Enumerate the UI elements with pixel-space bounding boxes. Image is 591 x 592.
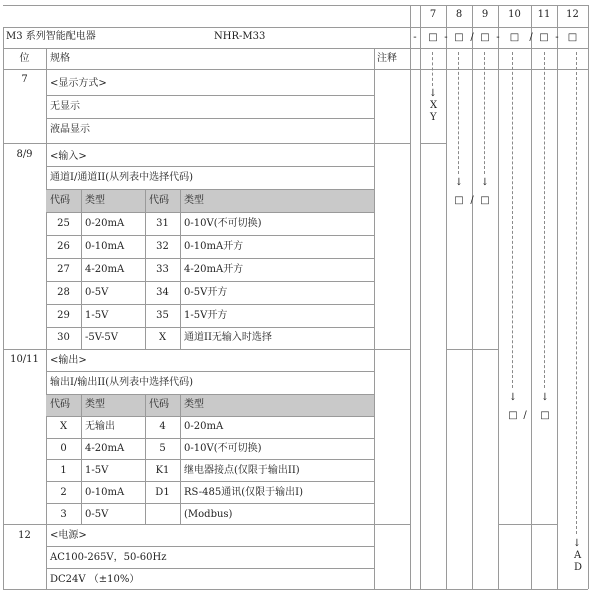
frame-left bbox=[3, 27, 4, 589]
th-code: 代码 bbox=[149, 399, 169, 410]
table-cell: 0-20mA bbox=[184, 421, 224, 432]
table-cell: (Modbus) bbox=[184, 509, 233, 520]
slash: / bbox=[470, 195, 474, 206]
code-cell: / bbox=[529, 32, 533, 43]
pos-89: 8/9 bbox=[16, 149, 33, 160]
row-line bbox=[420, 143, 446, 144]
table-cell: 0-10mA开方 bbox=[184, 241, 244, 252]
table-cell: 无输出 bbox=[85, 421, 115, 432]
row-line bbox=[46, 235, 374, 236]
th-type: 类型 bbox=[184, 399, 204, 410]
table-cell: 26 bbox=[57, 241, 70, 252]
box-icon: □ bbox=[454, 195, 464, 206]
sec1011-sub: 输出I/输出II(从列表中选择代码) bbox=[50, 377, 194, 388]
header-pos: 位 bbox=[19, 53, 30, 64]
leader-line bbox=[484, 52, 485, 174]
table-cell: 4-20mA bbox=[85, 443, 125, 454]
grid-col bbox=[374, 48, 375, 589]
table-cell: 0-10mA bbox=[85, 487, 125, 498]
row-line bbox=[46, 281, 374, 282]
table-cell: 30 bbox=[57, 332, 70, 343]
sec7-codes: X Y bbox=[430, 100, 438, 123]
col-number: 7 bbox=[429, 9, 437, 20]
frame-bottom bbox=[3, 589, 588, 590]
sec12-row: AC100-265V，50-60Hz bbox=[50, 552, 167, 563]
grid-col bbox=[446, 5, 447, 589]
row-line bbox=[46, 394, 374, 395]
col-number: 8 bbox=[455, 9, 463, 20]
table-cell: 4-20mA开方 bbox=[184, 264, 244, 275]
table-cell: 29 bbox=[57, 310, 70, 321]
table-cell: 27 bbox=[57, 264, 70, 275]
leader-line bbox=[458, 52, 459, 174]
code-cell: / bbox=[470, 32, 474, 43]
code-cell: □ bbox=[428, 32, 438, 43]
table-cell: -5V-5V bbox=[85, 332, 119, 343]
sec7-title: <显示方式> bbox=[50, 78, 107, 89]
row-line bbox=[3, 27, 588, 28]
sec12-title: <电源> bbox=[50, 530, 87, 541]
grid-col bbox=[180, 189, 181, 349]
row-line bbox=[498, 524, 557, 525]
row-line bbox=[46, 438, 374, 439]
grid-col bbox=[498, 5, 499, 589]
col-number: 12 bbox=[566, 9, 579, 20]
table-cell: 2 bbox=[60, 487, 67, 498]
arrow-icon: ↓ bbox=[454, 177, 464, 188]
table-cell: 33 bbox=[156, 264, 169, 275]
row-line bbox=[46, 166, 374, 167]
sec12-codes: A D bbox=[574, 550, 583, 573]
grid-col bbox=[420, 5, 421, 589]
th-type: 类型 bbox=[85, 195, 105, 206]
grid-col bbox=[557, 5, 558, 589]
row-line bbox=[46, 95, 374, 96]
table-cell: 5 bbox=[159, 443, 166, 454]
table-cell: 0-5V bbox=[85, 509, 109, 520]
sec89-sub: 通道I/通道II(从列表中选择代码) bbox=[50, 172, 194, 183]
row-line bbox=[3, 349, 410, 350]
sec12-row: DC24V （±10%） bbox=[50, 574, 140, 585]
grid-col bbox=[531, 5, 532, 589]
pos-1011: 10/11 bbox=[10, 354, 39, 365]
row-line bbox=[46, 118, 374, 119]
row-line bbox=[3, 48, 588, 49]
leader-line bbox=[576, 52, 577, 534]
code-cell: - bbox=[413, 32, 417, 43]
product-title: M3 系列智能配电器 bbox=[6, 31, 96, 42]
table-cell: 4-20mA bbox=[85, 264, 125, 275]
frame-top bbox=[3, 5, 588, 6]
table-cell: 1 bbox=[60, 465, 67, 476]
grid-col bbox=[81, 189, 82, 349]
table-cell: 31 bbox=[156, 218, 169, 229]
table-cell: 1-5V bbox=[85, 465, 109, 476]
box-icon: □ bbox=[540, 410, 550, 421]
table-cell: 28 bbox=[57, 287, 70, 298]
row-line bbox=[46, 459, 374, 460]
table-cell: 35 bbox=[156, 310, 169, 321]
table-cell: X bbox=[59, 421, 68, 432]
leader-line bbox=[544, 52, 545, 388]
th-code: 代码 bbox=[50, 195, 70, 206]
table-cell: 1-5V bbox=[85, 310, 109, 321]
table-cell: 继电器接点(仅限于输出II) bbox=[184, 465, 300, 476]
arrow-icon: ↓ bbox=[572, 538, 582, 549]
code-cell: □ bbox=[509, 32, 520, 43]
row-line bbox=[46, 416, 374, 417]
header-note: 注释 bbox=[377, 53, 397, 64]
table-cell: 3 bbox=[60, 509, 67, 520]
th-code: 代码 bbox=[149, 195, 169, 206]
code-cell: □ bbox=[480, 32, 490, 43]
col-number: 9 bbox=[481, 9, 489, 20]
table-cell: 0-10V(不可切换) bbox=[184, 443, 262, 454]
pos-12: 12 bbox=[18, 530, 31, 541]
sec1011-title: <输出> bbox=[50, 355, 87, 366]
leader-line bbox=[512, 52, 513, 388]
leader-line bbox=[432, 52, 433, 86]
row-line bbox=[46, 503, 374, 504]
col-number: 11 bbox=[537, 9, 551, 20]
table-cell: 1-5V开方 bbox=[184, 310, 228, 321]
arrow-icon: ↓ bbox=[480, 177, 490, 188]
code-cell: - bbox=[555, 32, 559, 43]
arrow-icon: ↓ bbox=[540, 392, 550, 403]
arrow-icon: ↓ bbox=[428, 88, 438, 99]
sec7-row: 液晶显示 bbox=[50, 124, 90, 135]
table-cell: D1 bbox=[155, 487, 170, 498]
box-icon: □ bbox=[480, 195, 490, 206]
row-line bbox=[46, 546, 374, 547]
table-cell: 4 bbox=[159, 421, 166, 432]
row-line bbox=[46, 212, 374, 213]
code-cell: - bbox=[496, 32, 500, 43]
row-line bbox=[3, 69, 588, 70]
pos-7: 7 bbox=[21, 74, 28, 85]
row-line bbox=[446, 349, 498, 350]
table-cell: 32 bbox=[156, 241, 169, 252]
col-number: 10 bbox=[508, 9, 521, 20]
code-cell: □ bbox=[454, 32, 464, 43]
table-cell: X bbox=[158, 332, 167, 343]
table-cell: 通道II无输入时选择 bbox=[184, 332, 272, 343]
table-cell: 0-5V bbox=[85, 287, 109, 298]
row-line bbox=[3, 524, 410, 525]
table-cell: 0-20mA bbox=[85, 218, 125, 229]
row-line bbox=[46, 189, 374, 190]
table-cell: 25 bbox=[57, 218, 70, 229]
table-cell: 0-10V(不可切换) bbox=[184, 218, 262, 229]
code-cell: - bbox=[444, 32, 448, 43]
table-cell: 0-10mA bbox=[85, 241, 125, 252]
row-line bbox=[3, 143, 410, 144]
sec89-title: <输入> bbox=[50, 151, 87, 162]
table-cell: 34 bbox=[156, 287, 169, 298]
th-type: 类型 bbox=[184, 195, 204, 206]
code-cell: □ bbox=[539, 32, 549, 43]
header-spec: 规格 bbox=[50, 53, 70, 64]
table-cell: 0 bbox=[60, 443, 67, 454]
th-code: 代码 bbox=[50, 399, 70, 410]
product-model: NHR-M33 bbox=[214, 31, 266, 42]
grid-col bbox=[472, 5, 473, 589]
th-type: 类型 bbox=[85, 399, 105, 410]
frame-right bbox=[588, 5, 589, 589]
grid-col bbox=[410, 5, 411, 589]
box-icon: □ bbox=[508, 410, 518, 421]
code-cell: □ bbox=[567, 32, 578, 43]
row-line bbox=[46, 258, 374, 259]
row-line bbox=[46, 304, 374, 305]
table-cell: RS-485通讯(仅限于输出I) bbox=[184, 487, 303, 498]
table-cell: K1 bbox=[155, 465, 170, 476]
sec7-row: 无显示 bbox=[50, 101, 80, 112]
row-line bbox=[46, 481, 374, 482]
row-line bbox=[46, 327, 374, 328]
table-cell: 0-5V开方 bbox=[184, 287, 228, 298]
row-line bbox=[46, 568, 374, 569]
arrow-icon: ↓ bbox=[508, 392, 518, 403]
row-line bbox=[46, 371, 374, 372]
slash: / bbox=[523, 410, 527, 421]
